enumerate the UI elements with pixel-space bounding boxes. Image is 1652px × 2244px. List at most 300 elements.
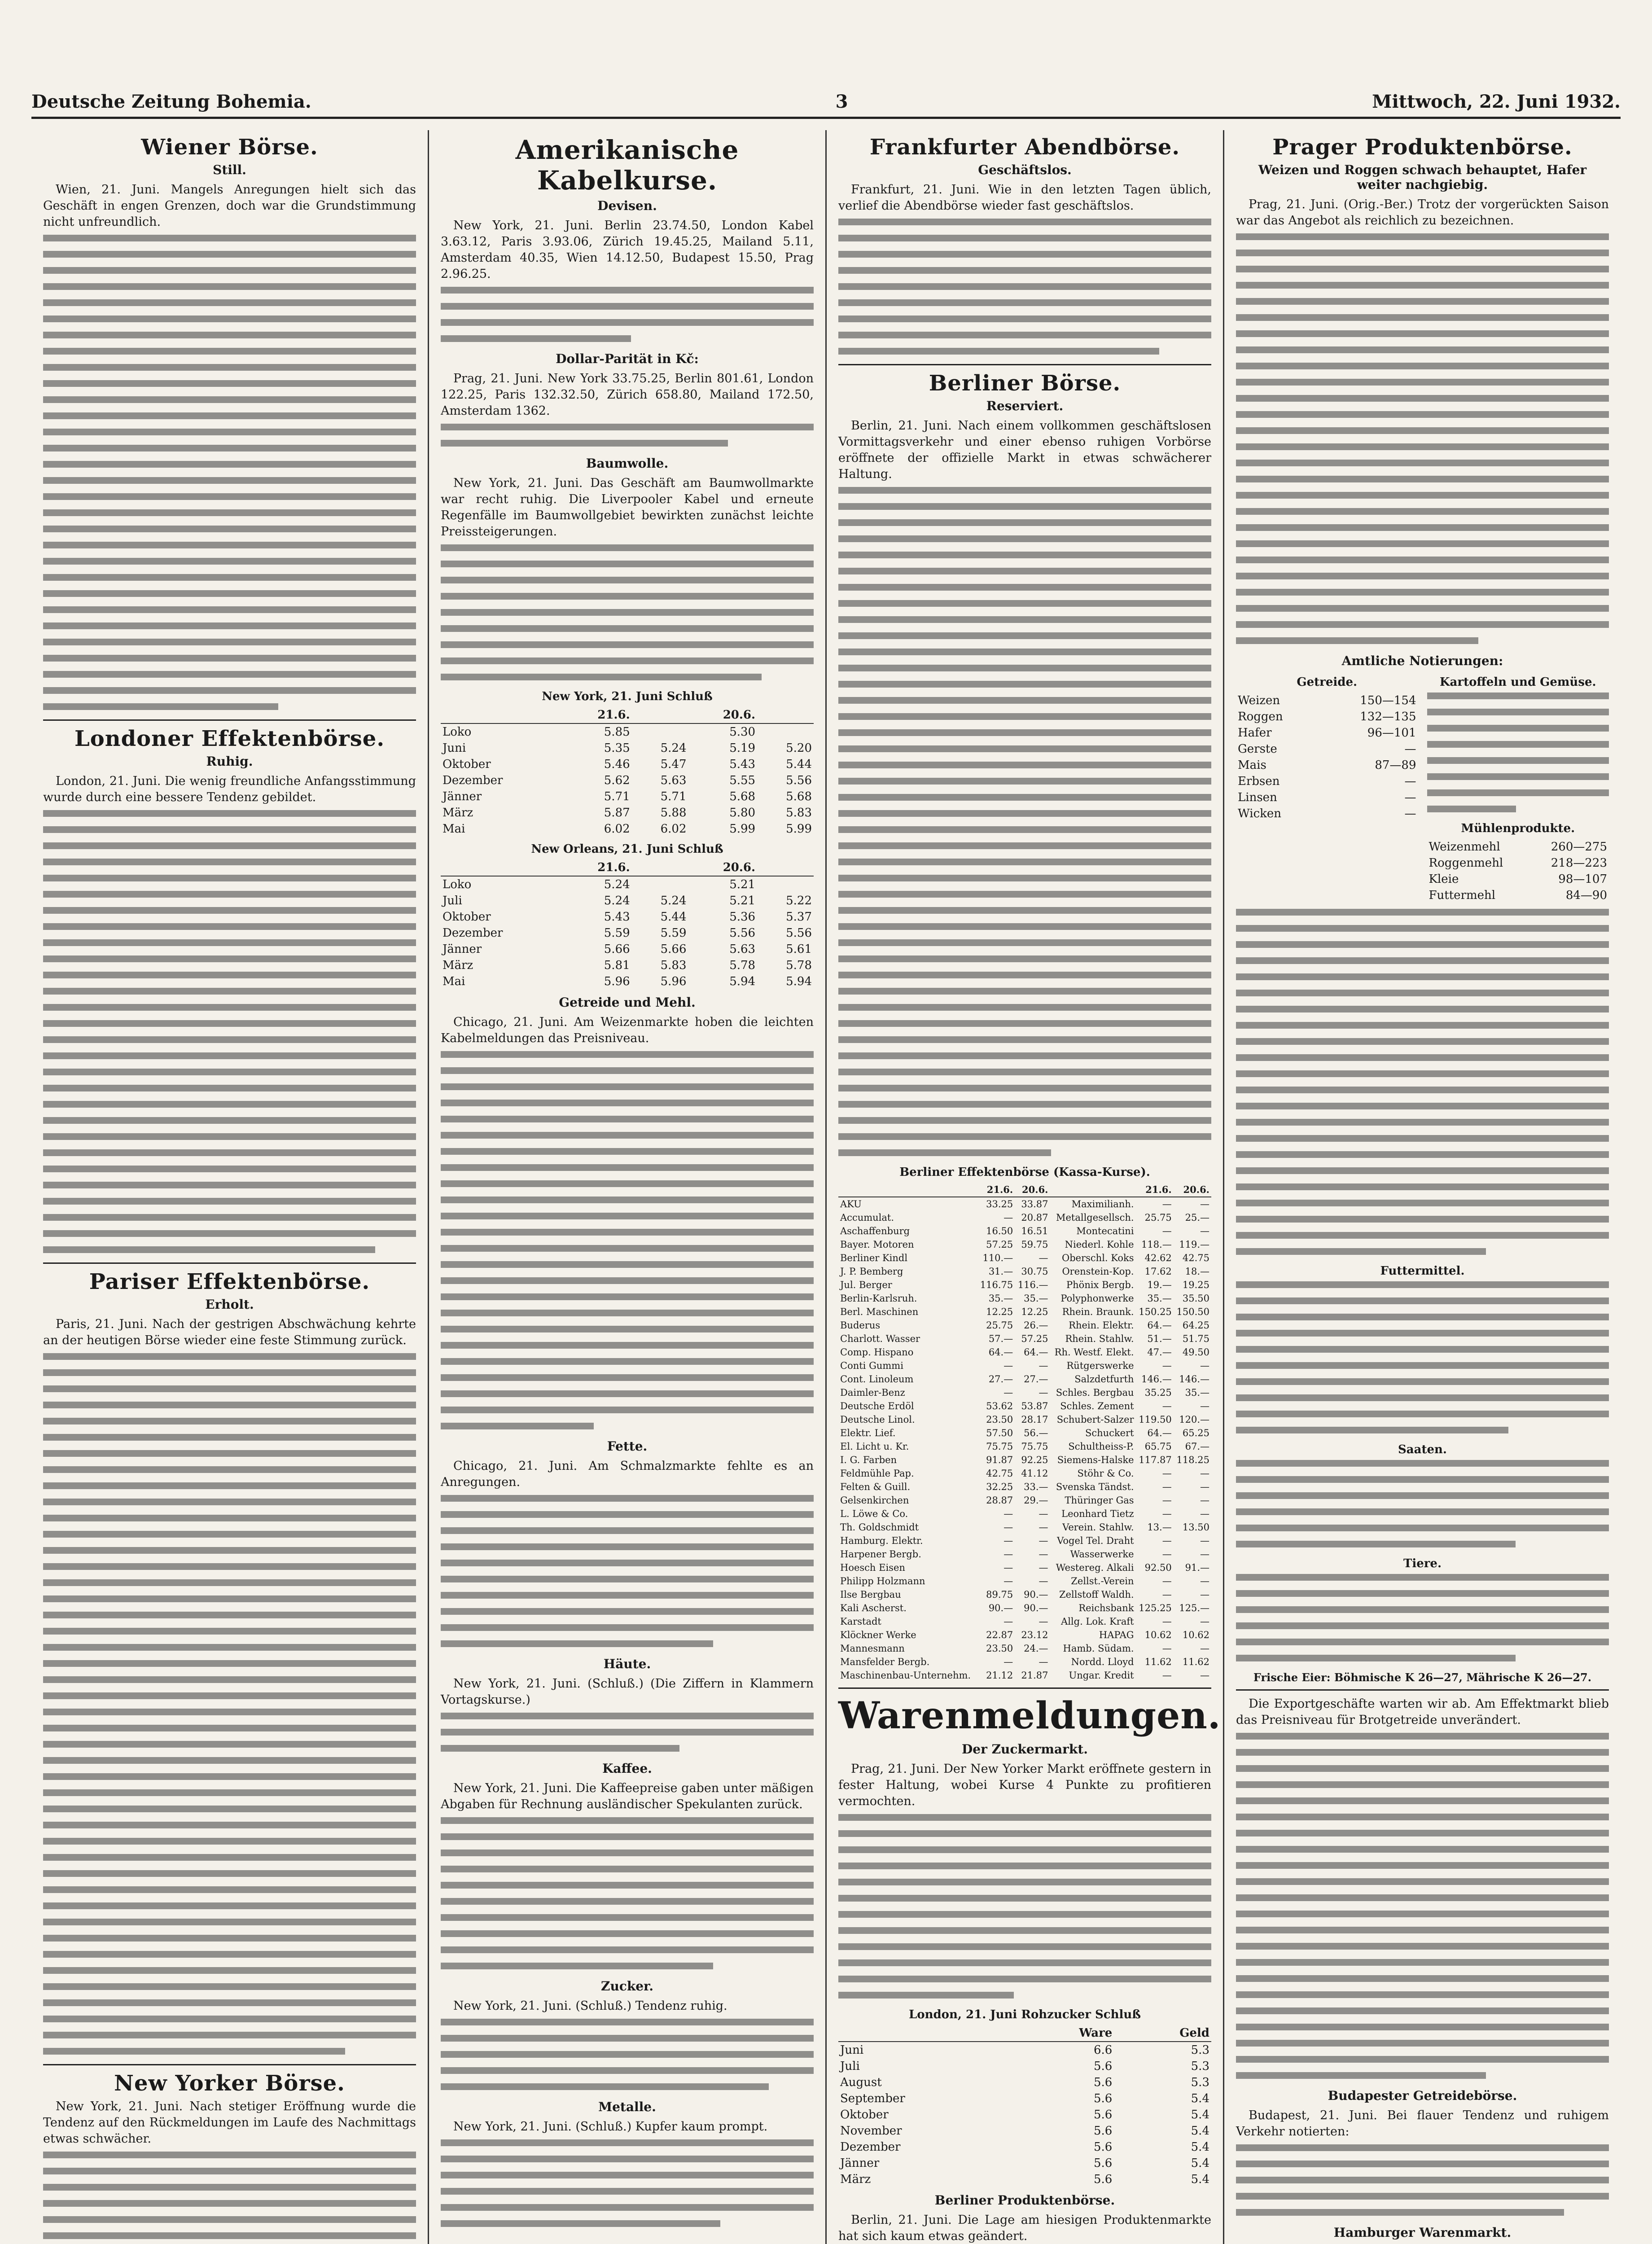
table-cell: Siemens-Halske bbox=[1057, 1455, 1134, 1465]
text-line bbox=[838, 1020, 1211, 1027]
text-line bbox=[838, 1863, 1211, 1869]
table-cell: Hafer bbox=[1238, 726, 1272, 740]
table-cell bbox=[1114, 2058, 1123, 2074]
table-cell: 5.66 bbox=[660, 942, 687, 956]
table-row bbox=[838, 1359, 1211, 1372]
divider bbox=[1236, 1689, 1609, 1691]
text-line bbox=[1236, 1975, 1609, 1982]
table-cell: 91.87 bbox=[986, 1455, 1013, 1465]
text-line bbox=[1427, 741, 1609, 748]
text-line bbox=[441, 1148, 814, 1155]
table-row bbox=[838, 1628, 1211, 1642]
text-line bbox=[1236, 1765, 1609, 1772]
text-line bbox=[1236, 492, 1609, 499]
table-cell: Gerste bbox=[1238, 742, 1277, 756]
table-cell: — bbox=[1200, 1199, 1209, 1210]
kartoffeln-block bbox=[1427, 673, 1609, 909]
text-line bbox=[43, 1757, 416, 1764]
text-line bbox=[838, 1036, 1211, 1043]
table-header-cell: Geld bbox=[1123, 2025, 1211, 2042]
table-cell: 5.44 bbox=[660, 910, 687, 924]
text-line bbox=[43, 923, 416, 930]
table-cell: Niederl. Kohle bbox=[1065, 1239, 1134, 1250]
table-cell: Mais bbox=[1238, 758, 1266, 772]
table-cell: Dezember bbox=[840, 2140, 901, 2154]
table-cell: 28.17 bbox=[1021, 1414, 1048, 1425]
text-line bbox=[43, 1450, 416, 1457]
table-cell: — bbox=[1200, 1549, 1209, 1560]
table-row bbox=[441, 941, 814, 957]
table-cell: 5.63 bbox=[729, 942, 756, 956]
text-line bbox=[1236, 346, 1609, 353]
text-line bbox=[1236, 233, 1609, 240]
text-line bbox=[838, 235, 1211, 241]
text-line bbox=[1236, 1541, 1516, 1547]
table-cell: 19.— bbox=[1147, 1280, 1172, 1290]
table-cell bbox=[1114, 2074, 1123, 2091]
frankfurt-subheading: Geschäftslos. bbox=[978, 162, 1072, 177]
table-cell: — bbox=[1404, 742, 1416, 756]
text-line bbox=[43, 2168, 416, 2174]
table-cell: 110.— bbox=[982, 1253, 1013, 1263]
table-cell bbox=[1114, 2171, 1123, 2187]
table-cell: Verein. Stahlw. bbox=[1062, 1522, 1134, 1533]
body-text-block bbox=[441, 2139, 814, 2227]
table-row bbox=[838, 2171, 1211, 2187]
text-line bbox=[1236, 1330, 1609, 1337]
text-line bbox=[43, 622, 416, 629]
table-cell: Dezember bbox=[443, 774, 503, 787]
text-line bbox=[43, 412, 416, 419]
table-cell: Juni bbox=[443, 741, 466, 755]
table-cell: 33.— bbox=[1024, 1481, 1048, 1492]
table-cell: — bbox=[1162, 1360, 1172, 1371]
text-line bbox=[1236, 557, 1609, 563]
text-line bbox=[43, 1563, 416, 1570]
text-line bbox=[838, 939, 1211, 946]
berlin-produkten-lead: Berlin, 21. Juni. Die Lage am hiesigen Produktenmarkte hat sich kaum etwas geändert. bbox=[838, 2213, 1211, 2243]
table-cell: Roggenmehl bbox=[1429, 856, 1503, 870]
table-cell: 125.— bbox=[1179, 1603, 1209, 1613]
table-cell: — bbox=[1162, 1535, 1172, 1546]
table-row bbox=[838, 2042, 1211, 2058]
text-line bbox=[1236, 2209, 1564, 2216]
table-cell bbox=[632, 723, 688, 740]
table-row bbox=[838, 1547, 1211, 1561]
issue-date: Mittwoch, 22. Juni 1932. bbox=[1372, 91, 1621, 112]
text-line bbox=[441, 319, 814, 326]
kabelkurse-heading: Amerikanische Kabelkurse. bbox=[515, 135, 739, 196]
table-cell: — bbox=[1200, 1508, 1209, 1519]
text-line bbox=[441, 1132, 814, 1139]
text-line bbox=[441, 577, 814, 583]
text-line bbox=[43, 526, 416, 532]
table-cell: 19.25 bbox=[1182, 1280, 1209, 1290]
text-line bbox=[838, 923, 1211, 930]
table-header-cell bbox=[838, 1183, 977, 1197]
text-line bbox=[1236, 330, 1609, 337]
text-line bbox=[43, 283, 416, 290]
table-cell: Westereg. Alkali bbox=[1056, 1562, 1134, 1573]
table-cell: 5.24 bbox=[604, 878, 630, 891]
text-line bbox=[441, 1527, 814, 1534]
table-row bbox=[838, 1642, 1211, 1655]
text-line bbox=[43, 1789, 416, 1796]
frankfurt-lead: Frankfurt, 21. Juni. Wie in den letzten Tagen üblich, verlief die Abendbörse wieder fast geschäftslos. bbox=[838, 183, 1211, 213]
text-line bbox=[43, 396, 416, 403]
table-cell: 20.87 bbox=[1021, 1212, 1048, 1223]
table-cell: 57.25 bbox=[1021, 1333, 1048, 1344]
table-cell: L. Löwe & Co. bbox=[840, 1508, 908, 1519]
table-cell: Roggen bbox=[1238, 710, 1283, 723]
table-cell bbox=[1114, 2091, 1123, 2107]
table-cell: 12.25 bbox=[986, 1306, 1013, 1317]
table-cell: Polyphonwerke bbox=[1060, 1293, 1134, 1304]
table-cell: Dezember bbox=[443, 926, 503, 940]
table-cell: I. G. Farben bbox=[840, 1455, 897, 1465]
text-line bbox=[1236, 2072, 1486, 2079]
getreide-table bbox=[1236, 692, 1418, 822]
text-line bbox=[441, 1963, 713, 1969]
kaffee-text: New York, 21. Juni. Die Kaffeepreise gaben unter mäßigen Abgaben für Rechnung ausländischer Spekulanten zurück. bbox=[441, 1781, 814, 1811]
table-cell: Weizen bbox=[1238, 694, 1280, 707]
table-cell: — bbox=[1200, 1468, 1209, 1479]
text-line bbox=[1236, 1167, 1609, 1174]
table-cell: 120.— bbox=[1179, 1414, 1209, 1425]
table-cell: — bbox=[1404, 775, 1416, 788]
table-cell: — bbox=[1200, 1226, 1209, 1236]
table-row bbox=[838, 2091, 1211, 2107]
table-cell: — bbox=[1162, 1508, 1172, 1519]
text-line bbox=[43, 590, 416, 597]
body-text-block bbox=[441, 424, 814, 447]
text-line bbox=[441, 1882, 814, 1889]
text-line bbox=[1236, 1476, 1609, 1483]
text-line bbox=[838, 697, 1211, 704]
text-line bbox=[43, 1482, 416, 1489]
table-row bbox=[838, 2139, 1211, 2155]
body-text-block bbox=[441, 544, 814, 680]
text-line bbox=[43, 477, 416, 484]
text-line bbox=[441, 1100, 814, 1106]
text-line bbox=[1236, 1606, 1609, 1613]
text-line bbox=[43, 1935, 416, 1942]
text-line bbox=[1236, 1830, 1609, 1836]
table-cell: Nordd. Lloyd bbox=[1071, 1657, 1134, 1667]
text-line bbox=[838, 891, 1211, 898]
text-line bbox=[43, 1369, 416, 1376]
table-cell: 5.87 bbox=[604, 806, 630, 820]
table-row bbox=[838, 2107, 1211, 2123]
text-line bbox=[441, 2083, 769, 2090]
text-line bbox=[43, 461, 416, 468]
table-cell: — bbox=[1039, 1535, 1048, 1546]
table-header-cell bbox=[757, 859, 814, 876]
table-cell: 5.46 bbox=[604, 758, 630, 771]
text-line bbox=[441, 593, 814, 600]
table-row bbox=[838, 1426, 1211, 1440]
table-cell: 5.36 bbox=[729, 910, 756, 924]
text-line bbox=[1236, 909, 1609, 916]
table-row bbox=[1236, 725, 1418, 741]
table-cell: 64.— bbox=[1147, 1428, 1172, 1438]
table-row bbox=[1236, 757, 1418, 773]
newyork-cotton-table bbox=[441, 707, 814, 837]
text-line bbox=[1236, 637, 1478, 644]
table-header-row bbox=[441, 859, 814, 876]
text-line bbox=[1236, 1411, 1609, 1417]
text-line bbox=[441, 1898, 814, 1905]
body-text-block bbox=[441, 1495, 814, 1647]
text-line bbox=[838, 632, 1211, 639]
text-line bbox=[441, 609, 814, 616]
table-row bbox=[838, 1372, 1211, 1386]
text-line bbox=[43, 2232, 416, 2239]
table-cell bbox=[1114, 2139, 1123, 2155]
text-line bbox=[43, 1052, 416, 1059]
text-line bbox=[1236, 1006, 1609, 1012]
table-cell: 75.75 bbox=[1021, 1441, 1048, 1452]
text-line bbox=[838, 1830, 1211, 1837]
table-cell: 119.— bbox=[1179, 1239, 1209, 1250]
getreide-subheading: Getreide. bbox=[1297, 675, 1358, 689]
table-cell bbox=[757, 723, 814, 740]
table-cell: 5.80 bbox=[729, 806, 756, 820]
text-line bbox=[1236, 925, 1609, 932]
table-cell: 5.6 bbox=[1093, 2173, 1113, 2186]
table-cell: 10.62 bbox=[1144, 1630, 1172, 1640]
text-line bbox=[838, 1149, 1051, 1156]
table-cell: Thüringer Gas bbox=[1065, 1495, 1134, 1506]
table-cell: 64.— bbox=[1024, 1347, 1048, 1358]
table-row bbox=[838, 1413, 1211, 1426]
text-line bbox=[43, 1385, 416, 1392]
table-cell: — bbox=[1039, 1549, 1048, 1560]
text-line bbox=[43, 671, 416, 678]
text-line bbox=[441, 1051, 814, 1058]
table-row bbox=[838, 1332, 1211, 1346]
table-cell: — bbox=[1200, 1576, 1209, 1587]
table-cell: Buderus bbox=[840, 1320, 881, 1331]
table-cell: Jänner bbox=[443, 790, 482, 803]
table-cell: — bbox=[1162, 1226, 1172, 1236]
table-cell: 146.— bbox=[1141, 1374, 1172, 1385]
text-line bbox=[1427, 709, 1609, 715]
text-line bbox=[43, 1036, 416, 1043]
table-cell: Hamburg. Elektr. bbox=[840, 1535, 923, 1546]
body-text-block bbox=[1427, 692, 1609, 812]
table-cell: — bbox=[1200, 1670, 1209, 1681]
table-cell: Accumulat. bbox=[840, 1212, 894, 1223]
table-cell: 5.24 bbox=[660, 894, 687, 907]
table-cell: — bbox=[1162, 1616, 1172, 1627]
text-line bbox=[43, 842, 416, 849]
text-line bbox=[838, 649, 1211, 655]
table-cell: Hoesch Eisen bbox=[840, 1562, 905, 1573]
newyork-boerse-lead: New York, 21. Juni. Nach stetiger Eröffnung wurde die Tendenz auf den Rückmeldungen im Laufe des Nachmittags etwas schwächer. bbox=[43, 2099, 416, 2146]
table-cell: 117.87 bbox=[1139, 1455, 1172, 1465]
text-line bbox=[838, 875, 1211, 881]
text-line bbox=[441, 1261, 814, 1268]
text-line bbox=[441, 1342, 814, 1349]
table-cell: — bbox=[1003, 1522, 1013, 1533]
text-line bbox=[441, 544, 814, 551]
table-cell: Berlin-Karlsruh. bbox=[840, 1293, 917, 1304]
text-line bbox=[43, 1182, 416, 1188]
text-line bbox=[838, 778, 1211, 785]
table-cell: Klöckner Werke bbox=[840, 1630, 916, 1640]
table-row bbox=[838, 2074, 1211, 2091]
body-text-block bbox=[441, 2019, 814, 2090]
table-cell: — bbox=[1003, 1576, 1013, 1587]
text-line bbox=[1236, 2161, 1609, 2167]
text-line bbox=[441, 424, 814, 430]
export-text: Die Exportgeschäfte warten wir ab. Am Effektmarkt blieb das Preisniveau für Brotgetreide unverändert. bbox=[1236, 1697, 1609, 1727]
text-line bbox=[441, 641, 814, 648]
text-line bbox=[1236, 1070, 1609, 1077]
table-row bbox=[441, 723, 814, 740]
table-row bbox=[838, 1669, 1211, 1682]
table-cell: 6.02 bbox=[660, 822, 687, 836]
table-cell: 27.— bbox=[1024, 1374, 1048, 1385]
text-line bbox=[1236, 476, 1609, 482]
table-cell: 5.3 bbox=[1191, 2060, 1209, 2073]
table-cell: 5.4 bbox=[1191, 2124, 1209, 2138]
table-cell: 5.81 bbox=[604, 959, 630, 972]
text-line bbox=[1236, 1460, 1609, 1467]
table-cell: Cont. Linoleum bbox=[840, 1374, 914, 1385]
table-row bbox=[838, 2123, 1211, 2139]
text-line bbox=[441, 1511, 814, 1518]
text-line bbox=[43, 542, 416, 548]
table-cell: 5.78 bbox=[786, 959, 812, 972]
table-cell: — bbox=[1039, 1360, 1048, 1371]
table-cell: Leonhard Tietz bbox=[1061, 1508, 1134, 1519]
dollar-paritaet-heading: Dollar-Parität in Kč: bbox=[556, 351, 699, 366]
table-cell: 5.88 bbox=[660, 806, 687, 820]
table-cell: Rhein. Elektr. bbox=[1069, 1320, 1134, 1331]
text-line bbox=[43, 493, 416, 500]
text-line bbox=[1236, 1151, 1609, 1158]
text-line bbox=[43, 267, 416, 274]
table-cell: 5.59 bbox=[604, 926, 630, 940]
text-line bbox=[43, 1628, 416, 1635]
hamburg-heading: Hamburger Warenmarkt. bbox=[1333, 2225, 1512, 2240]
table-cell: 67.— bbox=[1185, 1441, 1209, 1452]
text-line bbox=[1236, 2144, 1609, 2151]
table-cell: 22.87 bbox=[986, 1630, 1013, 1640]
table-cell: 5.6 bbox=[1093, 2092, 1113, 2105]
text-line bbox=[441, 1495, 814, 1502]
table-cell: 5.4 bbox=[1191, 2092, 1209, 2105]
table-cell: 57.— bbox=[988, 1333, 1013, 1344]
newyork-cotton-heading: New York, 21. Juni Schluß bbox=[542, 690, 713, 703]
table-cell: Juni bbox=[840, 2043, 864, 2057]
table-cell: 91.— bbox=[1185, 1562, 1209, 1573]
page-header bbox=[31, 81, 1621, 119]
text-line bbox=[441, 2067, 814, 2074]
haeute-text: New York, 21. Juni. (Schluß.) (Die Ziffern in Klammern Vortagskurse.) bbox=[441, 1677, 814, 1707]
text-line bbox=[1236, 1135, 1609, 1142]
table-cell: 5.24 bbox=[604, 894, 630, 907]
table-cell: 26.— bbox=[1024, 1320, 1048, 1331]
table-row bbox=[838, 1480, 1211, 1494]
table-cell: Schles. Bergbau bbox=[1056, 1387, 1134, 1398]
table-cell: 42.75 bbox=[1182, 1253, 1209, 1263]
text-line bbox=[441, 1946, 814, 1953]
text-line bbox=[1236, 1911, 1609, 1917]
body-text-block bbox=[1236, 1574, 1609, 1661]
table-cell: 5.3 bbox=[1191, 2076, 1209, 2089]
table-row bbox=[838, 1292, 1211, 1305]
table-cell: 42.62 bbox=[1144, 1253, 1172, 1263]
text-line bbox=[43, 2216, 416, 2223]
text-line bbox=[1236, 957, 1609, 964]
text-line bbox=[441, 1866, 814, 1872]
table-cell: 57.25 bbox=[986, 1239, 1013, 1250]
text-line bbox=[1236, 1525, 1609, 1531]
table-cell: 90.— bbox=[988, 1603, 1013, 1613]
table-cell: 64.— bbox=[1147, 1320, 1172, 1331]
text-line bbox=[1236, 540, 1609, 547]
table-cell: 27.— bbox=[988, 1374, 1013, 1385]
text-line bbox=[43, 509, 416, 516]
table-cell: — bbox=[1200, 1616, 1209, 1627]
table-cell: Loko bbox=[443, 725, 472, 739]
table-cell: Rh. Westf. Elekt. bbox=[1054, 1347, 1134, 1358]
text-line bbox=[1236, 1087, 1609, 1093]
body-text-block bbox=[838, 219, 1211, 355]
body-text-block bbox=[1236, 233, 1609, 644]
text-line bbox=[1236, 1508, 1609, 1515]
table-cell: 5.55 bbox=[729, 774, 756, 787]
table-row bbox=[838, 1399, 1211, 1413]
table-cell: 29.— bbox=[1024, 1495, 1048, 1506]
text-line bbox=[43, 1149, 416, 1156]
baumwolle-heading: Baumwolle. bbox=[586, 456, 669, 471]
table-cell: 17.62 bbox=[1144, 1266, 1172, 1277]
body-text-block bbox=[1236, 1281, 1609, 1433]
table-cell: Metallgesellsch. bbox=[1056, 1212, 1134, 1223]
table-cell: 5.66 bbox=[604, 942, 630, 956]
text-line bbox=[43, 1644, 416, 1651]
table-cell: 90.— bbox=[1024, 1603, 1048, 1613]
table-cell: — bbox=[1003, 1549, 1013, 1560]
text-line bbox=[43, 1838, 416, 1845]
text-line bbox=[441, 2051, 814, 2058]
text-line bbox=[43, 332, 416, 338]
table-cell: — bbox=[1200, 1643, 1209, 1654]
text-line bbox=[1236, 427, 1609, 434]
text-line bbox=[43, 1004, 416, 1011]
text-line bbox=[441, 303, 814, 310]
table-cell: 5.4 bbox=[1191, 2108, 1209, 2121]
body-text-block bbox=[838, 487, 1211, 1156]
fette-text: Chicago, 21. Juni. Am Schmalzmarkte fehlte es an Anregungen. bbox=[441, 1459, 814, 1489]
text-line bbox=[1236, 605, 1609, 612]
table-row bbox=[441, 909, 814, 925]
table-cell: 23.50 bbox=[986, 1643, 1013, 1654]
table-cell: Karstadt bbox=[840, 1616, 881, 1627]
table-cell: — bbox=[1039, 1522, 1048, 1533]
london-boerse-lead: London, 21. Juni. Die wenig freundliche Anfangsstimmung wurde durch eine bessere Tendenz gebildet. bbox=[43, 774, 416, 804]
futter-subheading: Futtermittel. bbox=[1380, 1264, 1465, 1278]
table-cell: 5.37 bbox=[786, 910, 812, 924]
table-cell: Mai bbox=[443, 822, 465, 836]
table-cell: — bbox=[1162, 1549, 1172, 1560]
text-line bbox=[441, 1229, 814, 1236]
text-line bbox=[43, 1919, 416, 1925]
